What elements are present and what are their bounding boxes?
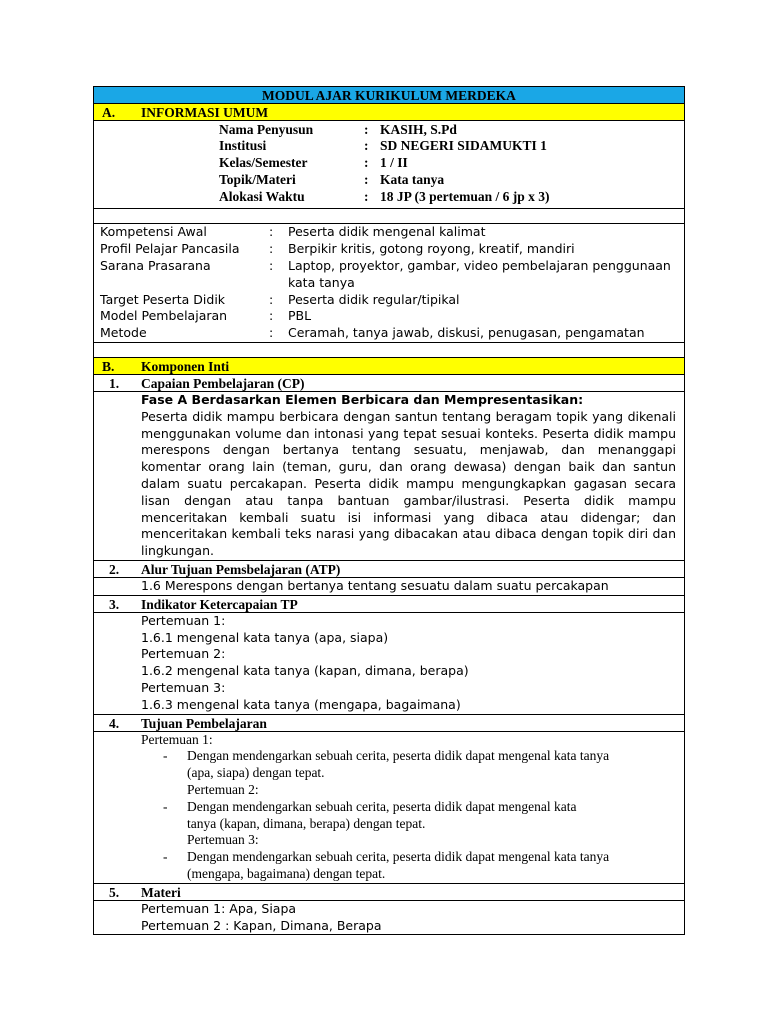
indikator-number: 3.	[108, 596, 120, 612]
cp-title: Capaian Pembelajaran (CP)	[141, 376, 305, 392]
tujuan-meeting-label: Pertemuan 1:	[141, 731, 213, 747]
info-row	[94, 122, 684, 139]
tujuan-item-text: (apa, siapa) dengan tepat.	[187, 765, 325, 781]
profile-row	[94, 325, 684, 342]
profile-colon: :	[269, 308, 274, 324]
materi-body	[93, 900, 685, 936]
tujuan-body	[93, 731, 685, 883]
section-a-title: INFORMASI UMUM	[141, 105, 269, 120]
module-table	[93, 86, 685, 935]
tujuan-number: 4.	[108, 715, 120, 731]
cp-number: 1.	[108, 376, 120, 392]
tujuan-item-text: (mengapa, bagaimana) dengan tepat.	[187, 865, 386, 881]
atp-title: Alur Tujuan Pemsbelajaran (ATP)	[141, 562, 341, 578]
tujuan-meeting-label: Pertemuan 3:	[187, 832, 259, 848]
profile-block	[93, 223, 685, 342]
indikator-line: 1.6.3 mengenal kata tanya (mengapa, bagaimana)	[141, 696, 461, 712]
tujuan-title: Tujuan Pembelajaran	[141, 715, 267, 731]
info-key: Nama Penyusun	[219, 121, 314, 137]
cp-subtitle: Fase A Berdasarkan Elemen Berbicara dan Mempresentasikan:	[141, 392, 584, 408]
materi-line: Pertemuan 1: Apa, Siapa	[141, 900, 297, 916]
info-key: Topik/Materi	[219, 171, 296, 187]
cp-text: Peserta didik mampu berbicara dengan santun tentang beragam topik yang dikenali menggunakan volume dan intonasi yang tepat sesuai konteks. Peserta didik mampu merespons dengan bertanya tentang sesuatu, menjawab, dan menanggapi komentar orang lain (teman, guru, dan orang dewasa) dengan baik dan santun dalam suatu percakapan. Peserta didik mampu mengungkapkan gagasan secara lisan dengan atau tanpa bantuan gambar/ilustrasi. Peserta didik mampu menceritakan kembali suatu isi informasi yang dibaca atau didengar; dan menceritakan kembali teks narasi yang dibacakan atau dibaca dengan topik diri dan lingkungan.	[141, 408, 676, 559]
indikator-body	[93, 612, 685, 714]
cp-header	[93, 374, 685, 391]
bullet-dash: -	[163, 748, 168, 764]
info-colon: :	[364, 171, 369, 187]
section-b-title: Komponen Inti	[141, 359, 230, 375]
cp-body	[93, 391, 685, 560]
profile-value: Peserta didik regular/tipikal	[288, 291, 460, 307]
indikator-line: Pertemuan 3:	[141, 680, 226, 696]
materi-header	[93, 883, 685, 900]
section-b-header	[93, 357, 685, 374]
module-title: MODUL AJAR KURIKULUM MERDEKA	[262, 88, 516, 103]
info-key: Kelas/Semester	[219, 155, 308, 171]
info-value: 1 / II	[380, 155, 408, 171]
info-value: SD NEGERI SIDAMUKTI 1	[380, 138, 547, 154]
info-row	[94, 155, 684, 172]
profile-colon: :	[269, 241, 274, 257]
info-colon: :	[364, 121, 369, 137]
materi-line: Pertemuan 2 : Kapan, Dimana, Berapa	[141, 917, 382, 933]
profile-colon: :	[269, 224, 274, 240]
indikator-line: Pertemuan 1:	[141, 612, 226, 628]
profile-key: Sarana Prasarana	[100, 258, 211, 274]
section-a-number: A.	[102, 105, 116, 120]
info-key: Alokasi Waktu	[219, 188, 305, 204]
info-key: Institusi	[219, 138, 267, 154]
info-colon: :	[364, 138, 369, 154]
profile-key: Target Peserta Didik	[100, 291, 226, 307]
atp-number: 2.	[108, 562, 120, 578]
profile-row	[94, 292, 684, 309]
tujuan-item-text: Dengan mendengarkan sebuah cerita, peserta didik dapat mengenal kata	[187, 798, 577, 814]
profile-value: Peserta didik mengenal kalimat	[288, 224, 486, 240]
info-value: 18 JP (3 pertemuan / 6 jp x 3)	[380, 188, 550, 204]
profile-row	[94, 258, 684, 275]
profile-key: Model Pembelajaran	[100, 308, 228, 324]
general-info-block	[93, 120, 685, 208]
indikator-line: Pertemuan 2:	[141, 646, 226, 662]
indikator-line: 1.6.2 mengenal kata tanya (kapan, dimana, berapa)	[141, 663, 469, 679]
profile-row-cont	[94, 275, 684, 292]
bullet-dash: -	[163, 849, 168, 865]
spacer-row	[93, 208, 685, 223]
section-a-header	[93, 103, 685, 120]
profile-row	[94, 224, 684, 241]
spacer-row	[93, 342, 685, 357]
profile-key: Kompetensi Awal	[100, 224, 207, 240]
info-value: Kata tanya	[380, 171, 445, 187]
profile-value: kata tanya	[288, 274, 355, 290]
tujuan-item-text: Dengan mendengarkan sebuah cerita, peserta didik dapat mengenal kata tanya	[187, 849, 610, 865]
tujuan-item	[94, 849, 684, 883]
profile-colon: :	[269, 325, 274, 341]
materi-title: Materi	[141, 884, 181, 900]
profile-value: Berpikir kritis, gotong royong, kreatif, mandiri	[288, 241, 575, 257]
info-value: KASIH, S.Pd	[380, 121, 457, 137]
tujuan-item-text: Dengan mendengarkan sebuah cerita, peserta didik dapat mengenal kata tanya	[187, 748, 610, 764]
profile-value: Ceramah, tanya jawab, diskusi, penugasan, pengamatan	[288, 325, 645, 341]
atp-body	[93, 577, 685, 595]
section-b-number: B.	[102, 359, 115, 375]
info-row	[94, 189, 684, 206]
bullet-dash: -	[163, 798, 168, 814]
profile-colon: :	[269, 258, 274, 274]
profile-value: PBL	[288, 308, 312, 324]
indikator-line: 1.6.1 mengenal kata tanya (apa, siapa)	[141, 629, 389, 645]
tujuan-meeting-label: Pertemuan 2:	[187, 782, 259, 797]
tujuan-item	[94, 799, 684, 833]
indikator-header	[93, 595, 685, 612]
materi-number: 5.	[108, 884, 120, 900]
atp-text: 1.6 Merespons dengan bertanya tentang sesuatu dalam suatu percakapan	[141, 578, 609, 594]
info-row	[94, 138, 684, 155]
info-colon: :	[364, 155, 369, 171]
tujuan-item	[94, 748, 684, 782]
profile-key: Metode	[100, 325, 147, 341]
tujuan-header	[93, 714, 685, 731]
tujuan-item-text: tanya (kapan, dimana, berapa) dengan tepat.	[187, 815, 426, 831]
info-row	[94, 172, 684, 189]
profile-row	[94, 308, 684, 325]
indikator-title: Indikator Ketercapaian TP	[141, 596, 298, 612]
profile-key: Profil Pelajar Pancasila	[100, 241, 240, 257]
module-title-row	[93, 86, 685, 103]
info-colon: :	[364, 188, 369, 204]
profile-colon: :	[269, 291, 274, 307]
profile-row	[94, 241, 684, 258]
profile-value: Laptop, proyektor, gambar, video pembelajaran penggunaan	[288, 258, 671, 274]
atp-header	[93, 560, 685, 577]
